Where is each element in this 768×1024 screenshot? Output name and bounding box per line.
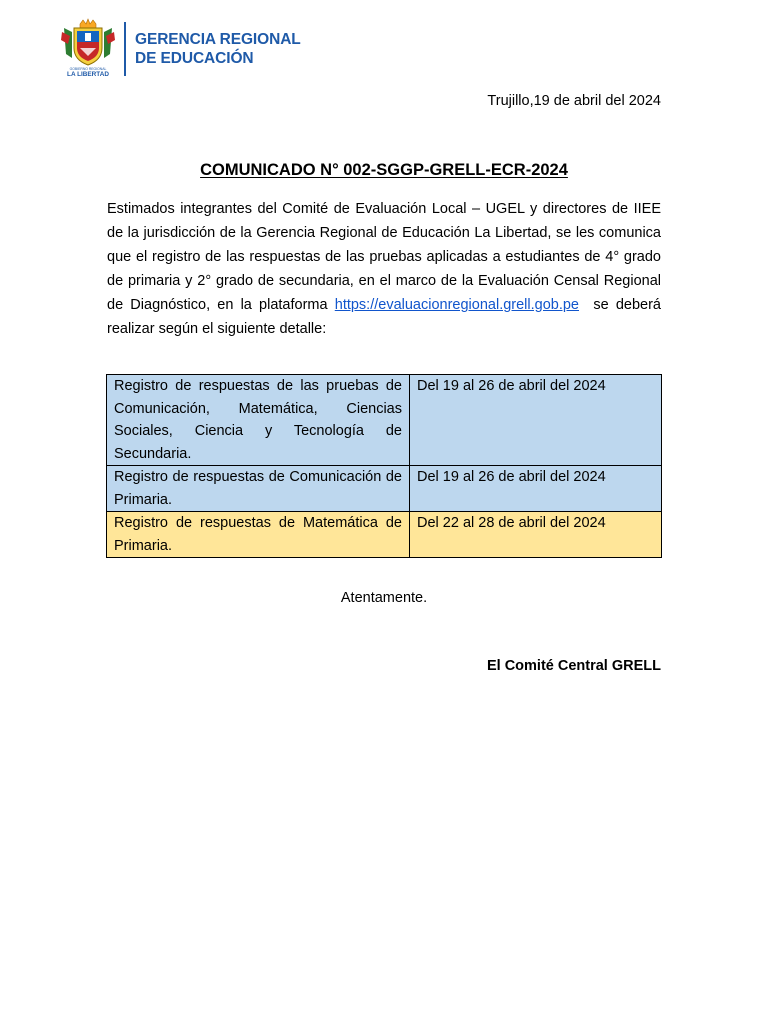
activity-cell: Registro de respuestas de Matemática de Primaria. — [107, 512, 410, 558]
table-row — [107, 512, 662, 558]
schedule-table — [106, 374, 662, 558]
organization-name-line-2: DE EDUCACIÓN — [135, 50, 254, 67]
dates-cell: Del 22 al 28 de abril del 2024 — [410, 512, 662, 558]
activity-cell: Registro de respuestas de las pruebas de Comunicación, Matemática, Ciencias Sociales, Ciencia y Tecnología de Secundaria. — [107, 375, 410, 466]
closing-salutation: Atentamente. — [340, 590, 428, 606]
organization-name — [135, 30, 301, 68]
crest-caption — [58, 67, 118, 78]
table-row — [107, 466, 662, 512]
letter-title-text: COMUNICADO N° 002-SGGP-GRELL-ECR-2024 — [200, 161, 568, 179]
crest-caption-big: LA LIBERTAD — [67, 71, 109, 78]
crest-graphic — [58, 18, 118, 68]
header-divider — [124, 22, 126, 76]
coat-of-arms-icon — [58, 18, 118, 80]
dates-cell: Del 19 al 26 de abril del 2024 — [410, 375, 662, 466]
letter-title — [0, 161, 768, 180]
dates-cell: Del 19 al 26 de abril del 2024 — [410, 466, 662, 512]
organization-name-line-1: GERENCIA REGIONAL — [135, 31, 301, 48]
table-row — [107, 375, 662, 466]
body-text-intro: Estimados integrantes del Comité de Evaluación Local – UGEL y directores de IIEE de la jurisdicción de la Gerencia Regional de Educación La Libertad, se les comunica que el registro de las respuestas de las pruebas aplicadas a estudiantes de 4° grado de primaria y 2° grado de secundaria, en el marco de la Evaluación Censal Regional de Diagnóstico, en la plataforma — [107, 201, 661, 313]
letter-body — [107, 197, 661, 341]
platform-link[interactable]: https://evaluacionregional.grell.gob.pe — [334, 297, 579, 313]
letter-date: Trujillo,19 de abril del 2024 — [487, 93, 661, 109]
activity-cell: Registro de respuestas de Comunicación de Primaria. — [107, 466, 410, 512]
crest-caption-small: GOBIERNO REGIONAL — [69, 67, 107, 71]
signature: El Comité Central GRELL — [486, 658, 661, 674]
body-text-outro: se deberá realizar según el siguiente detalle: — [107, 297, 662, 337]
letterhead — [58, 18, 301, 80]
